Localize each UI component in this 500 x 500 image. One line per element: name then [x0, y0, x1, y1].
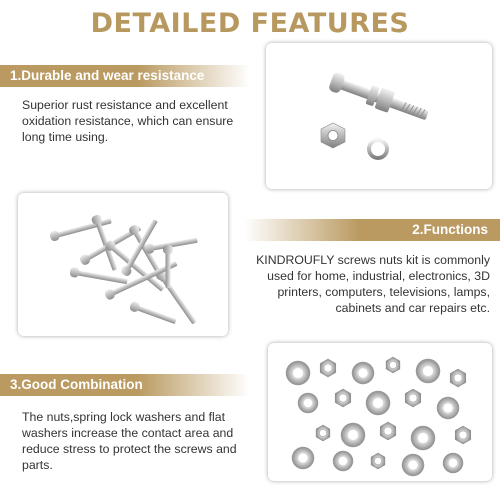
washer-illustration [443, 453, 463, 473]
section-2-text: KINDROUFLY screws nuts kit is commonly used for home, industrial, electronics, 3D printers, computers, televisions, lamps, cabinets and car repairs etc. [256, 253, 490, 315]
nut-illustration [380, 422, 396, 440]
nuts-washers-photo [268, 343, 492, 481]
washer-illustration [366, 391, 390, 415]
washer-illustration [298, 393, 318, 413]
washer-illustration [286, 361, 310, 385]
page-title: DETAILED FEATURES [90, 8, 410, 39]
bolt-nut-washer-photo [266, 43, 492, 189]
washer-illustration [437, 397, 459, 419]
nut-illustration [316, 425, 330, 441]
section-1-text: Superior rust resistance and excellent oxidation resistance, which can ensure long time using. [22, 98, 234, 144]
section-1-banner [0, 65, 250, 87]
screw-illustration [129, 301, 178, 327]
screw-illustration [69, 267, 128, 287]
screws-assortment-photo [18, 193, 228, 336]
washer-illustration [292, 447, 314, 469]
section-3-heading: 3.Good Combination [10, 377, 143, 392]
nut-illustration [371, 453, 385, 469]
washer-illustration [402, 454, 424, 476]
washer-illustration [411, 426, 435, 450]
section-1-heading: 1.Durable and wear resistance [10, 68, 205, 83]
nut-illustration [455, 426, 471, 444]
nut-illustration [450, 369, 466, 387]
nut-illustration [320, 359, 336, 377]
section-2-heading: 2.Functions [412, 222, 488, 237]
nut-illustration [386, 357, 400, 373]
washer-illustration [352, 362, 374, 384]
nut-illustration [405, 389, 421, 407]
washer-illustration [416, 359, 440, 383]
section-3-banner [0, 374, 250, 396]
washer-illustration [341, 423, 365, 447]
section-3-text: The nuts,spring lock washers and flat washers increase the contact area and reduce stress to protect the screws and parts. [22, 410, 237, 472]
washer-illustration [333, 451, 353, 471]
nut-illustration [335, 389, 351, 407]
section-2-banner [244, 219, 500, 241]
